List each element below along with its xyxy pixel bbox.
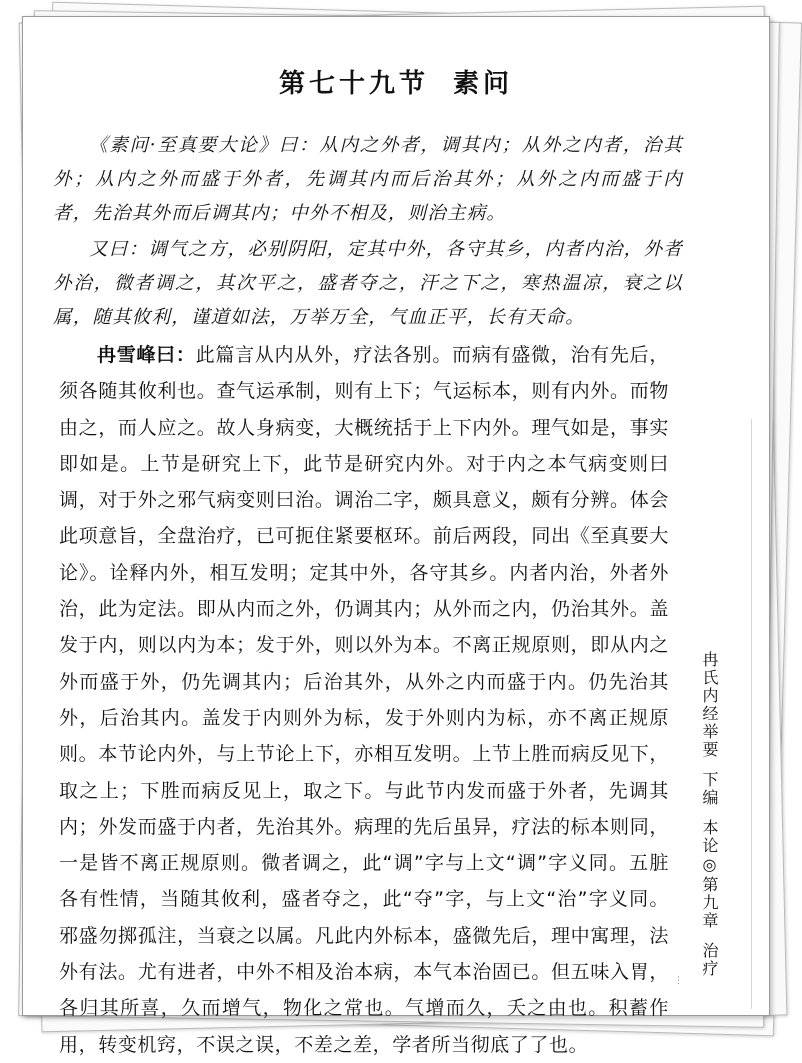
section-number: 第七十九节: [278, 69, 429, 99]
commentary-speaker: 冉雪峰曰：: [97, 344, 196, 366]
section-title: [23, 63, 769, 100]
commentary-text: 此篇言从内从外，疗法各别。而病有盛微，治有先后，须各随其攸利也。查气运承制，则有上下；气运标本，则有内外。而物由之，而人应之。故人身病变，大概统括于上下内外。理气如是，事实即如是。上节是研究上下，此节是研究内外。对于内之本气病变则曰调，对于外之邪气病变则曰治。调治二字，颇具意义，颇有分辨。体会此项意旨，全盘治疗，已可扼住紧要枢环。前后两段，同出《至真要大论》。诠释内外，相互发明；定其中外，各守其乡。内者内治，外者外治，此为定法。即从内而之外，仍调其内；从外而之内，仍治其外。盖发于内，则以内为本；发于外，则以外为本。不离正规原则，即从内之外而盛于外，仍先调其内；后治其外，从外之内而盛于内。仍先治其外，后治其内。盖发于内则外为标，发于外则内为标，亦不离正规原则。本节论内外，与上节论上下，亦相互发明。上节上胜而病反见下，取之上；下胜而病反见上，取之下。与此节内发而盛于外者，先调其内；外发而盛于内者，先治其外。病理的先后虽异，疗法的标本则同，一是皆不离正规原则。微者调之，此“调”字与上文“调”字义同。五脏各有性情，当随其攸利，盛者夺之，此“夺”字，与上文“治”字义同。邪盛勿掷孤注，当衰之以属。凡此内外标本，盛微先后，理中寓理，法外有法。尤有进者，中外不相及治本病，本气本治固已。但五味入胃，各归其所喜，久而增气，物化之常也。气增而久，夭之由也。积蓄作用，转变机窍，不误之误，不差之差，学者所当彻底了了也。: [59, 344, 669, 1056]
commentary-paragraph: [59, 337, 669, 1063]
margin-mark: ⋮: [674, 976, 683, 986]
book-page: [22, 16, 770, 1056]
running-header-book: 冉氏内经举要: [700, 651, 719, 759]
classic-quote-paragraph-2: 又曰：调气之方，必别阴阳，定其中外，各守其乡，内者内治，外者外治，微者调之，其次平之，盛者夺之，汗之下之，寒热温凉，衰之以属，随其攸利，谨道如法，万举万全，气血正平，长有天命。: [53, 239, 683, 328]
running-header-separator: ◎: [700, 855, 719, 876]
running-header-part: 本论: [700, 819, 719, 855]
section-source: 素问: [453, 69, 514, 99]
running-header-chapter: 第九章: [700, 876, 719, 930]
classic-quote-paragraph-1: 《素问·至真要大论》曰：从内之外者，调其内；从外之内者，治其外；从内之外而盛于外者，先调其内而后治其外；从外之内而盛于内者，先治其外而后调其内；中外不相及，则治主病。: [53, 135, 683, 224]
running-header-topic: 治疗: [700, 942, 719, 978]
running-header-volume: 下编: [700, 771, 719, 807]
running-header: [691, 651, 717, 978]
margin-rule: [751, 419, 752, 1009]
